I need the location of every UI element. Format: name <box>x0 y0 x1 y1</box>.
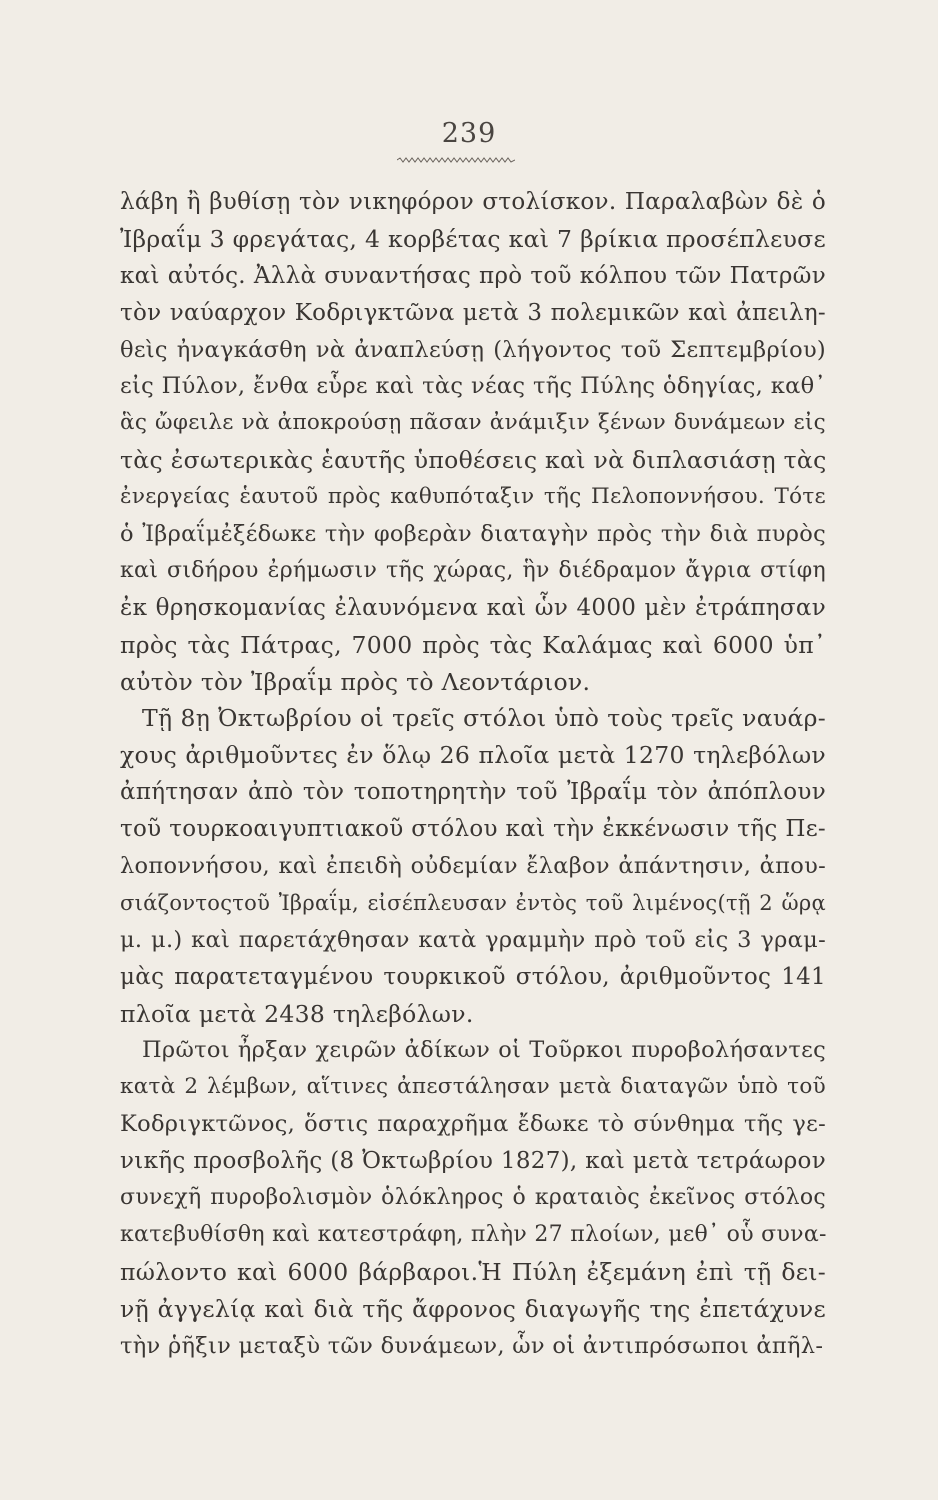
text-line: πρὸς τὰς Πάτρας, 7000 πρὸς τὰς Καλάμας καὶ 6000 ὑπ᾽ <box>120 630 826 659</box>
text-line: καὶ αὐτός. Ἀλλὰ συναντήσας πρὸ τοῦ κόλπου τῶν Πατρῶν <box>120 262 826 289</box>
text-line: ἐνεργείας ἑαυτοῦ πρὸς καθυπόταξιν τῆς Πελοποννήσου. Τότε <box>120 484 826 510</box>
text-line: τὸν ναύαρχον Κοδριγκτῶνα μετὰ 3 πολεμικῶν καὶ ἀπειλη- <box>120 299 826 326</box>
text-line: Κοδριγκτῶνος, ὅστις παραχρῆμα ἔδωκε τὸ σύνθημα τῆς γε- <box>120 1111 826 1138</box>
text-line: τὰς ἐσωτερικὰς ἑαυτῆς ὑποθέσεις καὶ νὰ διπλασιάσῃ τὰς <box>120 446 827 475</box>
text-line: ὁ Ἰβραΐμἐξέδωκε τὴν φοβερὰν διαταγὴν πρὸς τὴν διὰ πυρὸς <box>120 521 826 548</box>
paragraph <box>120 1032 826 1364</box>
text-line: μ. μ.) καὶ παρετάχθησαν κατὰ γραμμὴν πρὸ τοῦ εἰς 3 γραμ- <box>120 926 826 953</box>
text-line: εἰς Πύλον, ἔνθα εὗρε καὶ τὰς νέας τῆς Πύλης ὁδηγίας, καθ᾽ <box>120 373 826 400</box>
text-line: νικῆς προσβολῆς (8 Ὀκτωβρίου 1827), καὶ μετὰ τετράωρον <box>120 1148 826 1175</box>
text-line: ἀπήτησαν ἀπὸ τὸν τοποτηρητὴν τοῦ Ἰβραΐμ τὸν ἀπόπλουν <box>120 779 826 806</box>
text-line: Τῇ 8ῃ Ὀκτωβρίου οἱ τρεῖς στόλοι ὑπὸ τοὺς τρεῖς ναυάρ- <box>142 704 826 733</box>
body-text <box>120 184 826 1365</box>
text-line: κατὰ 2 λέμβων, αἵτινες ἀπεστάλησαν μετὰ διαταγῶν ὑπὸ τοῦ <box>120 1074 826 1100</box>
text-line: μὰς παρατεταγμένου τουρκικοῦ στόλου, ἀριθμοῦντος 141 <box>120 963 826 990</box>
text-line: λάβη ἢ βυθίσῃ τὸν νικηφόρον στολίσκον. Παραλαβὼν δὲ ὁ <box>120 189 826 215</box>
text-line: πώλοντο καὶ 6000 βάρβαροι.Ἡ Πύλη ἐξεμάνη ἐπὶ τῇ δει- <box>120 1257 826 1286</box>
text-line: συνεχῆ πυροβολισμὸν ὁλόκληρος ὁ κραταιὸς ἐκεῖνος στόλος <box>120 1185 826 1211</box>
paragraph <box>120 700 826 1032</box>
text-line: θεὶς ἠναγκάσθη νὰ ἀναπλεύσῃ (λήγοντος τοῦ Σεπτεμβρίου) <box>120 336 826 363</box>
text-line: Ἰβραΐμ 3 φρεγάτας, 4 κορβέτας καὶ 7 βρίκια προσέπλευσε <box>120 224 826 253</box>
text-line: πλοῖα μετὰ 2438 τηλεβόλων. <box>120 999 474 1028</box>
text-line: τὴν ῥῆξιν μεταξὺ τῶν δυνάμεων, ὧν οἱ ἀντιπρόσωποι ἀπῆλ- <box>120 1332 824 1359</box>
text-line: σιάζοντοςτοῦ Ἰβραΐμ, εἰσέπλευσαν ἐντὸς τοῦ λιμένος(τῇ 2 ὥρᾳ <box>120 890 826 915</box>
text-line: λοποννήσου, καὶ ἐπειδὴ οὐδεμίαν ἔλαβον ἀπάντησιν, ἀπου- <box>120 853 826 880</box>
page-number: 239 <box>441 118 497 149</box>
text-line: τοῦ τουρκοαιγυπτιακοῦ στόλου καὶ τὴν ἐκκένωσιν τῆς Πε- <box>120 816 826 843</box>
text-line: ἃς ὤφειλε νὰ ἀποκρούσῃ πᾶσαν ἀνάμιξιν ξένων δυνάμεων εἰς <box>120 410 826 436</box>
text-line: καὶ σιδήρου ἐρήμωσιν τῆς χώρας, ἣν διέδραμον ἄγρια στίφη <box>120 557 826 583</box>
text-line: νῇ ἀγγελίᾳ καὶ διὰ τῆς ἄφρονος διαγωγῆς της ἐπετάχυνε <box>120 1294 826 1323</box>
text-line: Πρῶτοι ἦρξαν χειρῶν ἀδίκων οἱ Τοῦρκοι πυροβολήσαντες <box>142 1037 826 1064</box>
text-line: κατεβυθίσθη καὶ κατεστράφη, πλὴν 27 πλοίων, μεθ᾽ οὗ συνα- <box>120 1221 827 1247</box>
paragraph <box>120 184 826 700</box>
text-line: ἐκ θρησκομανίας ἐλαυνόμενα καὶ ὧν 4000 μὲν ἐτράπησαν <box>120 594 826 621</box>
text-line: αὐτὸν τὸν Ἰβραΐμ πρὸς τὸ Λεοντάριον. <box>120 667 591 696</box>
page-number-underline-ornament <box>397 157 515 163</box>
text-line: χους ἀριθμοῦντες ἐν ὅλῳ 26 πλοῖα μετὰ 1270 τηλεβόλων <box>120 741 826 770</box>
